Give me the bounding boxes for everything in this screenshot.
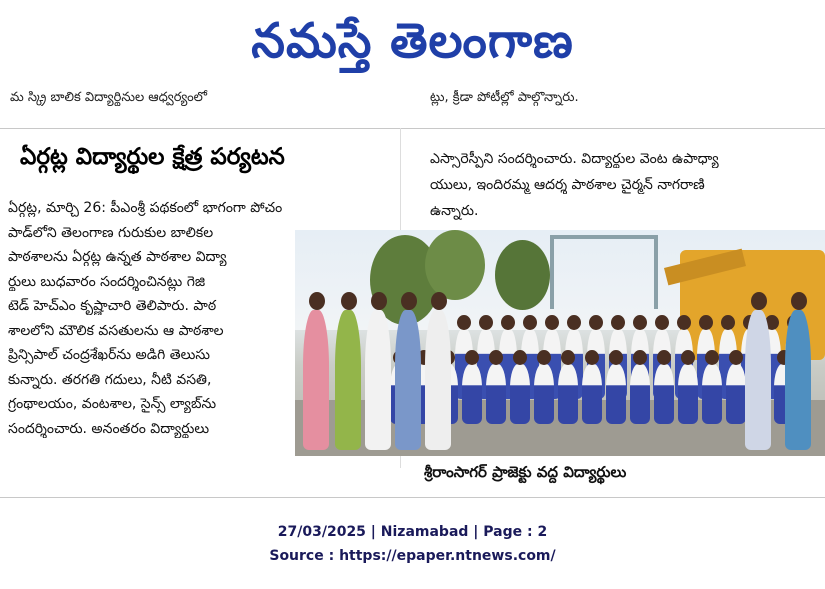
article-body-line: కున్నారు. తరగతి గదులు, నీటి వసతి, xyxy=(8,371,212,388)
adult-figure xyxy=(395,310,421,450)
student-head xyxy=(523,315,537,330)
adult-head xyxy=(431,292,447,310)
student-head xyxy=(655,315,669,330)
article-body-line: శాలలోని మౌలిక వసతులను ఆ పాఠశాల xyxy=(8,322,224,339)
student-head xyxy=(589,315,603,330)
student-head xyxy=(489,350,503,365)
adult-head xyxy=(401,292,417,310)
student-figure xyxy=(534,364,554,424)
student-head xyxy=(479,315,493,330)
footer-date-edition: 27/03/2025 | Nizamabad | Page : 2 xyxy=(277,524,548,540)
student-head xyxy=(567,315,581,330)
student-head xyxy=(457,315,471,330)
adult-head xyxy=(309,292,325,310)
article-headline: ఏర్గట్ల విద్యార్థుల క్షేత్ర పర్యటన xyxy=(20,144,285,170)
article-body-line: ఉన్నారు. xyxy=(430,203,479,219)
student-head xyxy=(465,350,479,365)
photo-tree xyxy=(425,230,485,300)
student-figure xyxy=(558,364,578,424)
student-head xyxy=(721,315,735,330)
student-head xyxy=(729,350,743,365)
student-head xyxy=(699,315,713,330)
student-head xyxy=(513,350,527,365)
photo-gate xyxy=(550,235,658,309)
adult-figure xyxy=(425,310,451,450)
top-rule xyxy=(0,128,825,129)
student-head xyxy=(633,350,647,365)
photo-tree xyxy=(495,240,550,310)
adult-head xyxy=(371,292,387,310)
adult-figure xyxy=(745,310,771,450)
student-figure xyxy=(702,364,722,424)
student-head xyxy=(705,350,719,365)
bottom-rule xyxy=(0,497,825,498)
student-head xyxy=(545,315,559,330)
student-head xyxy=(657,350,671,365)
student-figure xyxy=(726,364,746,424)
cut-off-text-left: మ స్క్రి బాలిక విద్యార్థినుల ఆధ్వర్యంలో xyxy=(10,90,208,105)
adult-head xyxy=(341,292,357,310)
adult-figure xyxy=(785,310,811,450)
student-figure xyxy=(678,364,698,424)
student-head xyxy=(677,315,691,330)
footer-source: Source : https://epaper.ntnews.com/ xyxy=(269,548,556,564)
adult-head xyxy=(791,292,807,310)
article-body-line: సందర్శించారు. అనంతరం విద్యార్థులు xyxy=(8,420,210,437)
student-head xyxy=(561,350,575,365)
article-photo xyxy=(295,230,825,456)
adult-head xyxy=(751,292,767,310)
article-body-line: పాడ్‌లోని తెలంగాణ గురుకుల బాలికల xyxy=(8,224,214,241)
article-body-line: గ్రంథాలయం, వంటశాల, సైన్స్ ల్యాబ్‌ను xyxy=(8,396,217,412)
student-head xyxy=(681,350,695,365)
article-body-line: ఏర్గట్ల, మార్చి 26: పీఎంశ్రీ పథకంలో భాగంగా పోచం xyxy=(8,200,283,216)
article-body-line: యులు, ఇందిరమ్మ ఆదర్శ పాఠశాల చైర్మన్ నాగరాణి xyxy=(430,177,705,193)
adult-figure xyxy=(335,310,361,450)
student-head xyxy=(611,315,625,330)
photo-caption: శ్రీరాంసాగర్ ప్రాజెక్టు వద్ద విద్యార్థులు xyxy=(424,463,627,481)
article-body-line: ప్రిన్సిపాల్ చంద్రశేఖర్‌ను అడిగి తెలుసు xyxy=(8,347,211,363)
student-head xyxy=(633,315,647,330)
cut-off-text-right: ట్లు, క్రీడా పోటీల్లో పాల్గొన్నారు. xyxy=(430,90,579,105)
article-body-line: ర్థులు బుధవారం సందర్శించినట్లు గెజి xyxy=(8,273,206,290)
student-figure xyxy=(654,364,674,424)
student-head xyxy=(501,315,515,330)
adult-figure xyxy=(365,310,391,450)
student-figure xyxy=(486,364,506,424)
student-head xyxy=(609,350,623,365)
newspaper-masthead xyxy=(0,0,825,88)
student-figure xyxy=(582,364,602,424)
page-footer xyxy=(0,520,825,568)
article-body-line: ఎస్సారెస్పీని సందర్శించారు. విద్యార్థుల వెంట ఉపాధ్యా xyxy=(430,151,719,167)
student-figure xyxy=(510,364,530,424)
masthead-title: నమస్తే తెలంగాణ xyxy=(251,13,574,69)
student-head xyxy=(585,350,599,365)
adult-figure xyxy=(303,310,329,450)
article-body-line: పాఠశాలను ఏర్గట్ల ఉన్నత పాఠశాల విద్యా xyxy=(8,249,227,265)
article-body-line: టెడ్ హెచ్ఎం కృష్ణాచారి తెలిపారు. పాఠ xyxy=(8,298,217,314)
student-figure xyxy=(630,364,650,424)
student-head xyxy=(537,350,551,365)
student-figure xyxy=(462,364,482,424)
student-figure xyxy=(606,364,626,424)
